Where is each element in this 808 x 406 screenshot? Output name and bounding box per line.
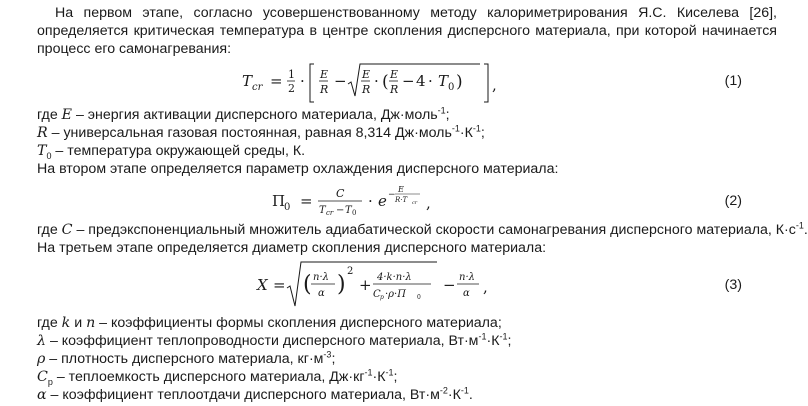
definition-rho-end: ;: [331, 351, 336, 367]
intro-line-3: самонагревания:: [119, 41, 232, 57]
svg-text:·: ·: [374, 72, 379, 90]
definition-E-end: ;: [445, 107, 450, 123]
definition-E: [37, 106, 450, 124]
symbol-rho: ρ: [37, 351, 46, 367]
definition-alpha-end: .: [468, 387, 473, 403]
symbol-alpha: α: [37, 387, 47, 403]
svg-text:cr: cr: [412, 200, 418, 206]
definition-lambda: [37, 332, 511, 350]
definition-rho-sup: -3: [323, 349, 332, 360]
svg-text:E: E: [362, 68, 371, 81]
stage-3-text: На третьем этапе определяется диаметр скопления дисперсного материала:: [37, 240, 547, 256]
definition-rho: [37, 350, 335, 368]
definition-cp-text: – теплоемкость дисперсного материала, Дж·кг: [52, 369, 365, 385]
svg-text:(: (: [303, 272, 312, 297]
definition-E-sup: -1: [437, 105, 446, 116]
symbol-k: k: [61, 315, 71, 331]
definition-alpha-sup2: -1: [460, 385, 469, 396]
definition-R-end: ;: [480, 125, 485, 141]
svg-text:(: (: [382, 72, 389, 92]
definition-R: [37, 124, 485, 142]
definition-C: [37, 221, 808, 239]
eq1-lhs-sub: cr: [252, 82, 263, 93]
definition-C-prefix: где: [37, 222, 62, 238]
symbol-E: E: [61, 107, 73, 123]
svg-text:−: −: [402, 72, 415, 90]
svg-text:n·λ: n·λ: [459, 272, 475, 283]
definition-lambda-mid: ·К: [486, 333, 500, 349]
svg-text:−: −: [334, 72, 347, 90]
svg-text:p: p: [380, 294, 384, 301]
definition-R-mid: ·К: [459, 125, 473, 141]
symbol-n: n: [86, 315, 96, 331]
definition-alpha-text: – коэффициент теплоотдачи дисперсного материала, Вт·м: [46, 387, 440, 403]
svg-text:T: T: [319, 205, 326, 216]
symbol-lambda: λ: [37, 333, 46, 349]
svg-text:·: ·: [428, 72, 433, 90]
definition-cp-end: ;: [393, 369, 398, 385]
svg-text:R: R: [390, 83, 399, 96]
definition-lambda-sup2: -1: [499, 331, 508, 342]
svg-text:,: ,: [426, 194, 431, 212]
svg-text:n·λ: n·λ: [313, 272, 329, 283]
definition-R-sup2: -1: [472, 123, 481, 134]
eq1-lhs: T: [242, 72, 253, 90]
stage-2-text: На втором этапе определяется параметр охлаждения дисперсного материала:: [37, 161, 559, 177]
equation-3-number: (3): [724, 277, 742, 293]
definition-kn-and: и: [70, 315, 87, 331]
symbol-cp: C: [37, 369, 48, 385]
equation-1-number: (1): [724, 73, 742, 89]
eq3-lhs: X: [257, 276, 268, 294]
svg-text:−: −: [336, 205, 345, 216]
definition-kn-prefix: где: [37, 315, 62, 331]
svg-text:4·k·n·λ: 4·k·n·λ: [377, 272, 412, 283]
svg-text:R: R: [320, 83, 329, 96]
svg-text:e: e: [378, 192, 387, 210]
svg-text:C: C: [336, 187, 345, 200]
definition-lambda-sup1: -1: [478, 331, 487, 342]
svg-text:=: =: [270, 72, 283, 90]
svg-text:·: ·: [368, 192, 373, 210]
intro-paragraph: [37, 4, 777, 58]
definition-R-text: – универсальная газовая постоянная, равная 8,314 Дж·моль: [47, 125, 452, 141]
svg-text:4: 4: [416, 72, 426, 90]
svg-text:R·T: R·T: [395, 196, 408, 204]
where-prefix: где: [37, 107, 62, 123]
svg-text:1: 1: [288, 68, 295, 81]
svg-text:α: α: [318, 288, 325, 299]
svg-text:·: ·: [300, 72, 305, 90]
definition-C-end: .: [803, 222, 808, 238]
definition-T0: [37, 142, 305, 160]
svg-text:T: T: [438, 72, 449, 90]
svg-text:): ): [337, 272, 346, 297]
definition-T0-text: – температура окружающей среды, К.: [51, 143, 306, 159]
intro-line-2: критическая температура в центре скопления дисперсного материала, при которой начинается процесс его: [37, 23, 777, 57]
equation-1: [240, 56, 540, 106]
svg-text:−: −: [443, 276, 456, 294]
equation-2-number: (2): [724, 193, 742, 209]
svg-text:E: E: [398, 185, 404, 194]
definition-kn: [37, 314, 502, 332]
symbol-T0: T: [37, 143, 47, 159]
symbol-C: C: [61, 222, 73, 238]
symbol-R: R: [37, 125, 48, 141]
definition-alpha: [37, 386, 473, 404]
definition-R-sup1: -1: [451, 123, 460, 134]
svg-text:,: ,: [492, 76, 497, 94]
definition-cp: [37, 368, 398, 386]
definition-lambda-text: – коэффициент теплопроводности дисперсного материала, Вт·м: [46, 333, 479, 349]
definition-lambda-end: ;: [507, 333, 512, 349]
svg-text:E: E: [320, 68, 329, 81]
svg-text:0: 0: [352, 209, 357, 217]
svg-text:T: T: [345, 205, 352, 216]
definition-alpha-mid: ·К: [447, 387, 461, 403]
eq2-lhs-sub: 0: [284, 202, 291, 213]
eq2-lhs: Π: [272, 192, 286, 210]
definition-alpha-sup1: -2: [439, 385, 448, 396]
symbol-cp-sub: p: [47, 376, 53, 387]
svg-text:=: =: [300, 192, 313, 210]
equation-2: [270, 178, 490, 222]
definition-rho-text: – плотность дисперсного материала, кг·м: [45, 351, 324, 367]
definition-cp-sup1: -1: [364, 367, 373, 378]
definition-kn-text: – коэффициенты формы скопления дисперсного материала;: [95, 315, 502, 331]
svg-text:2: 2: [347, 266, 354, 277]
symbol-T0-sub: 0: [46, 150, 52, 161]
definition-cp-sup2: -1: [385, 367, 394, 378]
svg-text:2: 2: [288, 82, 295, 95]
definition-C-text: – предэкспоненциальный множитель адиабатической скорости самонагревания дисперсного материала, К·с: [72, 222, 796, 238]
svg-text:): ): [456, 72, 463, 92]
svg-text:=: =: [273, 276, 286, 294]
svg-text:E: E: [390, 68, 399, 81]
definition-E-text: – энергия активации дисперсного материала, Дж·моль: [72, 107, 438, 123]
definition-C-sup: -1: [795, 220, 804, 231]
svg-text:R: R: [362, 83, 371, 96]
equation-3: [255, 258, 495, 314]
definition-cp-mid: ·К: [372, 369, 386, 385]
svg-text:cr: cr: [326, 209, 334, 217]
svg-text:,: ,: [483, 278, 488, 296]
svg-text:0: 0: [448, 82, 455, 93]
svg-text:·ρ·Π: ·ρ·Π: [385, 289, 406, 300]
svg-text:+: +: [359, 276, 372, 294]
svg-text:C: C: [373, 289, 381, 300]
intro-line-1: На первом этапе, согласно усовершенствованному методу калориметрирования Я.С. Киселева [26], определяется: [37, 5, 777, 39]
svg-text:0: 0: [417, 294, 421, 301]
svg-text:−: −: [388, 190, 396, 200]
svg-text:α: α: [463, 288, 470, 299]
